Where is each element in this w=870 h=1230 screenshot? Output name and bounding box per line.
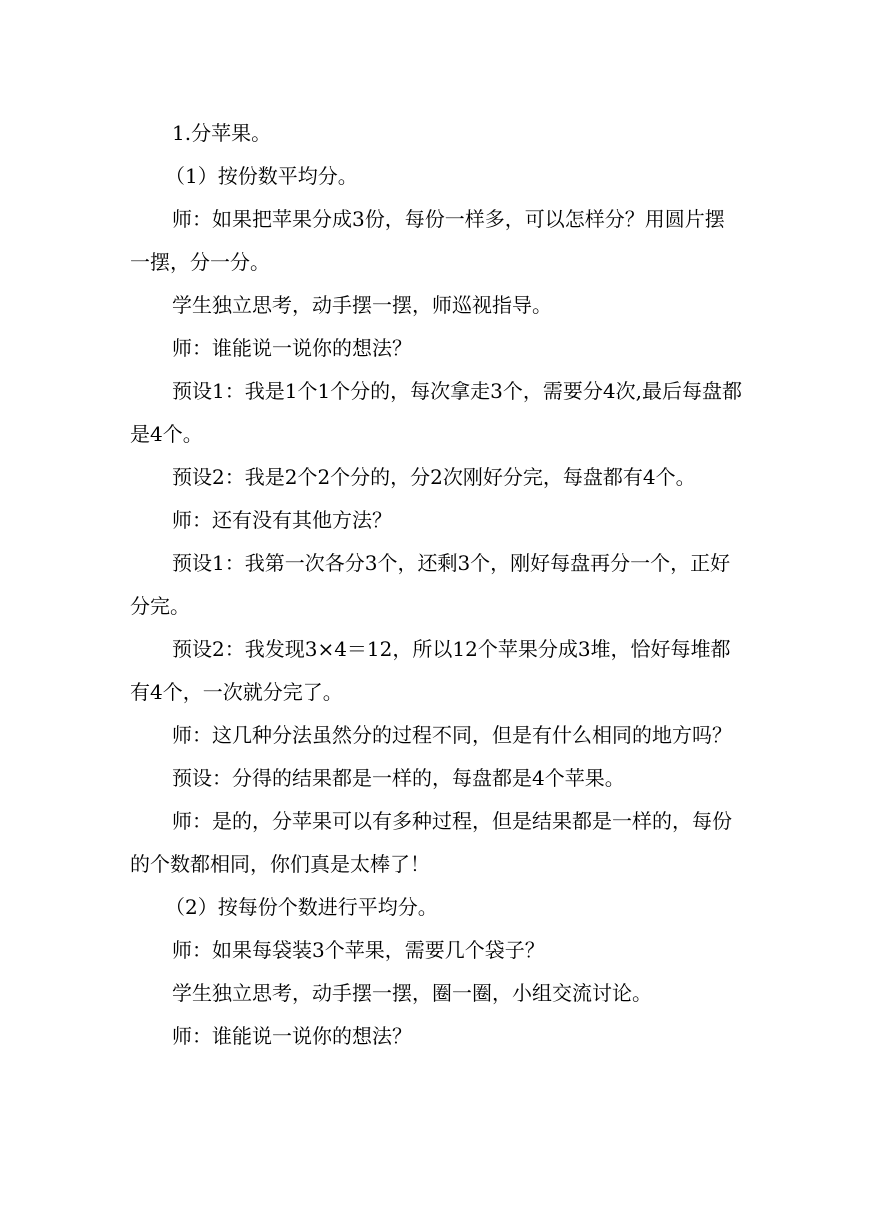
subsection-heading: （2）按每份个数进行平均分。 bbox=[165, 895, 438, 919]
paragraph: 预设2：我发现3×4＝12，所以12个苹果分成3堆，恰好每堆都有4个，一次就分完了。 bbox=[130, 637, 731, 704]
paragraph: 预设1：我第一次各分3个，还剩3个，刚好每盘再分一个，正好分完。 bbox=[130, 551, 731, 618]
document-body bbox=[130, 112, 742, 1058]
paragraph: 学生独立思考，动手摆一摆，师巡视指导。 bbox=[172, 293, 552, 317]
paragraph: 预设1：我是1个1个分的，每次拿走3个，需要分4次,最后每盘都是4个。 bbox=[130, 379, 742, 446]
paragraph: 师：是的，分苹果可以有多种过程，但是结果都是一样的，每份的个数都相同，你们真是太棒了！ bbox=[130, 809, 732, 876]
paragraph: 学生独立思考，动手摆一摆，圈一圈，小组交流讨论。 bbox=[172, 981, 652, 1005]
paragraph: 师：这几种分法虽然分的过程不同，但是有什么相同的地方吗？ bbox=[172, 723, 732, 747]
paragraph: 预设：分得的结果都是一样的，每盘都是4个苹果。 bbox=[172, 766, 625, 790]
paragraph: 师：谁能说一说你的想法？ bbox=[172, 336, 412, 360]
paragraph: 师：谁能说一说你的想法？ bbox=[172, 1024, 412, 1048]
subsection-heading: （1）按份数平均分。 bbox=[165, 164, 358, 188]
paragraph: 师：还有没有其他方法？ bbox=[172, 508, 392, 532]
paragraph: 预设2：我是2个2个分的，分2次刚好分完，每盘都有4个。 bbox=[172, 465, 696, 489]
paragraph: 师：如果把苹果分成3份，每份一样多，可以怎样分？用圆片摆一摆，分一分。 bbox=[130, 207, 725, 274]
section-heading: 1.分苹果。 bbox=[172, 121, 272, 145]
paragraph: 师：如果每袋装3个苹果，需要几个袋子？ bbox=[172, 938, 545, 962]
